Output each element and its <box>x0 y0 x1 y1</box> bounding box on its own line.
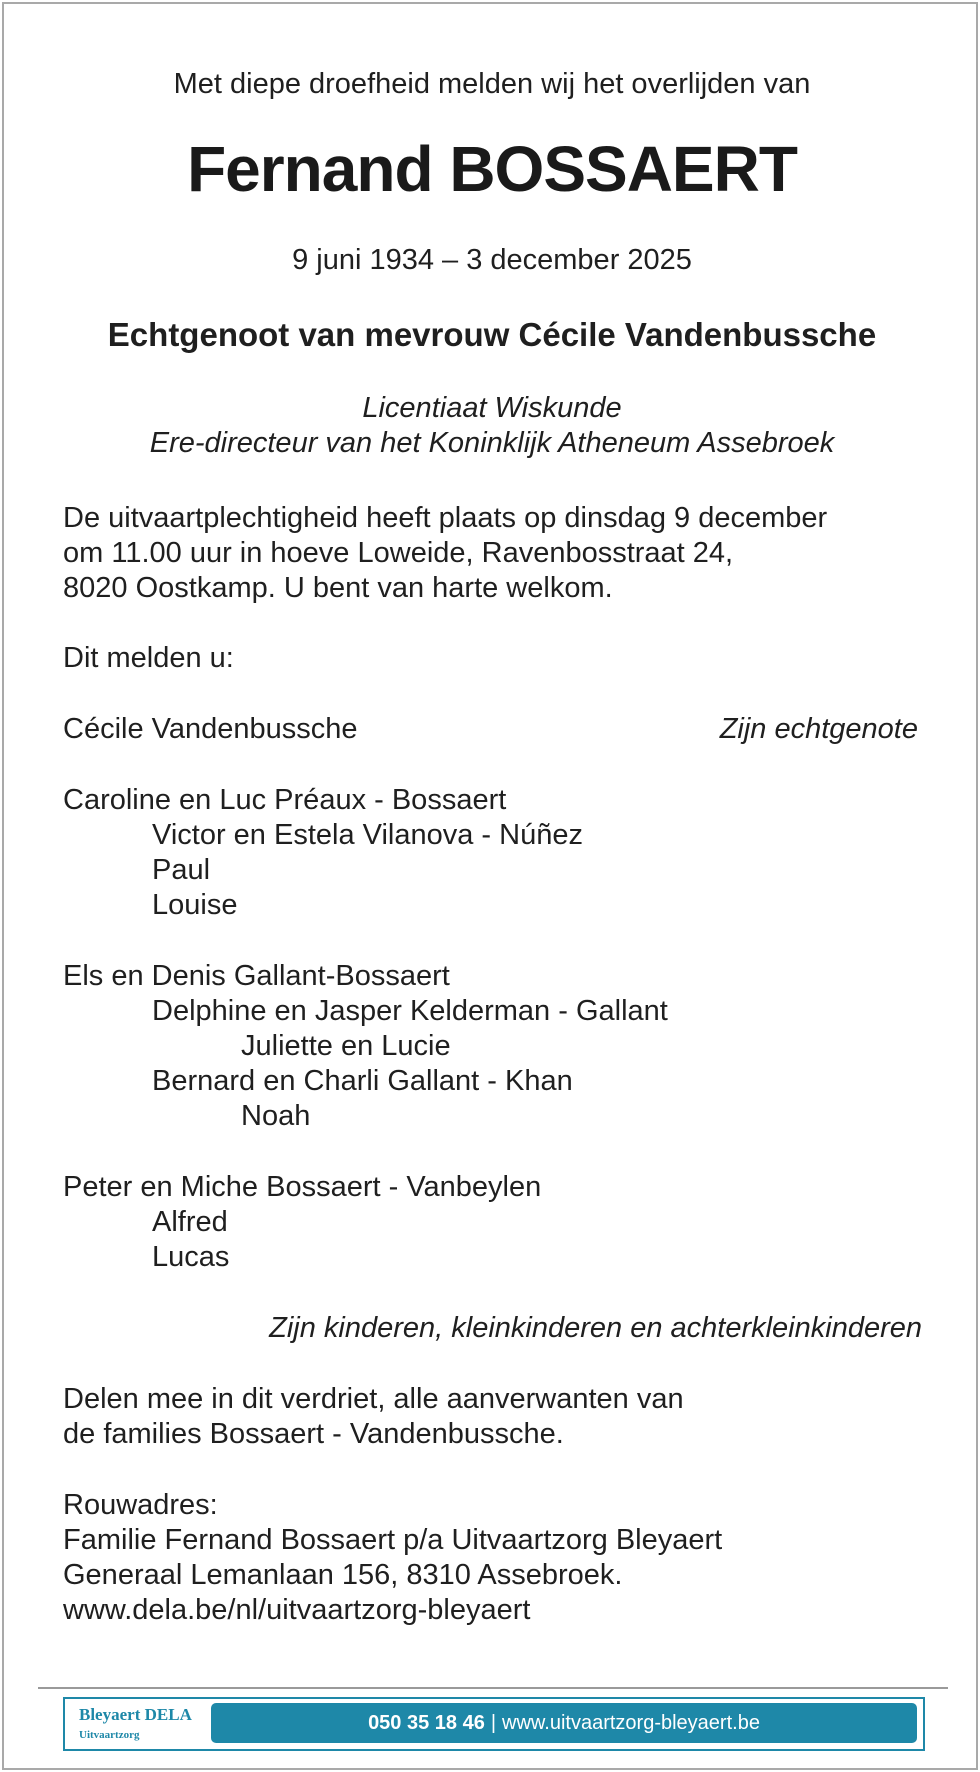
funeral-home-footer <box>63 1697 925 1751</box>
title-position: Ere-directeur van het Koninklijk Atheneum Assebroek <box>149 427 835 459</box>
footer-divider <box>38 1687 948 1689</box>
family-grandchild: Juliette en Lucie <box>241 1030 451 1062</box>
family-child: Lucas <box>152 1241 230 1273</box>
address-url[interactable]: www.dela.be/nl/uitvaartzorg-bleyaert <box>63 1594 531 1626</box>
family-child: Alfred <box>152 1206 228 1238</box>
website-link[interactable]: www.uitvaartzorg-bleyaert.be <box>502 1712 760 1734</box>
family-parents: Caroline en Luc Préaux - Bossaert <box>63 784 507 816</box>
ceremony-line: om 11.00 uur in hoeve Loweide, Ravenbosstraat 24, <box>63 537 734 569</box>
family-grandchild: Noah <box>241 1100 311 1132</box>
logo-name: Bleyaert DELA <box>79 1705 192 1724</box>
family-parents: Els en Denis Gallant-Bossaert <box>63 960 450 992</box>
contact-bar <box>211 1703 917 1743</box>
announce-intro: Dit melden u: <box>63 642 234 674</box>
contact-separator: | <box>490 1712 497 1734</box>
relatives-line: Delen mee in dit verdriet, alle aanverwanten van <box>63 1383 684 1415</box>
spouse-relation: Zijn echtgenote <box>719 713 918 745</box>
family-child: Delphine en Jasper Kelderman - Gallant <box>152 995 668 1027</box>
address-line: Familie Fernand Bossaert p/a Uitvaartzorg Bleyaert <box>63 1524 723 1556</box>
funeral-home-logo <box>65 1699 205 1749</box>
family-child: Paul <box>152 854 211 886</box>
ceremony-line: 8020 Oostkamp. U bent van harte welkom. <box>63 572 613 604</box>
intro-text: Met diepe droefheid melden wij het overlijden van <box>173 68 811 100</box>
descendants-label: Zijn kinderen, kleinkinderen en achterkleinkinderen <box>269 1312 922 1344</box>
family-child: Victor en Estela Vilanova - Núñez <box>152 819 583 851</box>
phone-number[interactable]: 050 35 18 46 <box>368 1712 485 1734</box>
title-degree: Licentiaat Wiskunde <box>362 392 622 424</box>
family-parents: Peter en Miche Bossaert - Vanbeylen <box>63 1171 542 1203</box>
logo-subtitle: Uitvaartzorg <box>79 1729 140 1741</box>
spouse-line: Echtgenoot van mevrouw Cécile Vandenbussche <box>107 316 877 353</box>
address-label: Rouwadres: <box>63 1489 218 1521</box>
spouse-name: Cécile Vandenbussche <box>63 713 358 745</box>
family-child: Louise <box>152 889 238 921</box>
life-dates: 9 juni 1934 – 3 december 2025 <box>292 244 692 276</box>
ceremony-line: De uitvaartplechtigheid heeft plaats op dinsdag 9 december <box>63 502 828 534</box>
address-line: Generaal Lemanlaan 156, 8310 Assebroek. <box>63 1559 623 1591</box>
notice-frame <box>2 2 978 1770</box>
family-child: Bernard en Charli Gallant - Khan <box>152 1065 573 1097</box>
relatives-line: de families Bossaert - Vandenbussche. <box>63 1418 564 1450</box>
deceased-name: Fernand BOSSAERT <box>187 133 797 205</box>
